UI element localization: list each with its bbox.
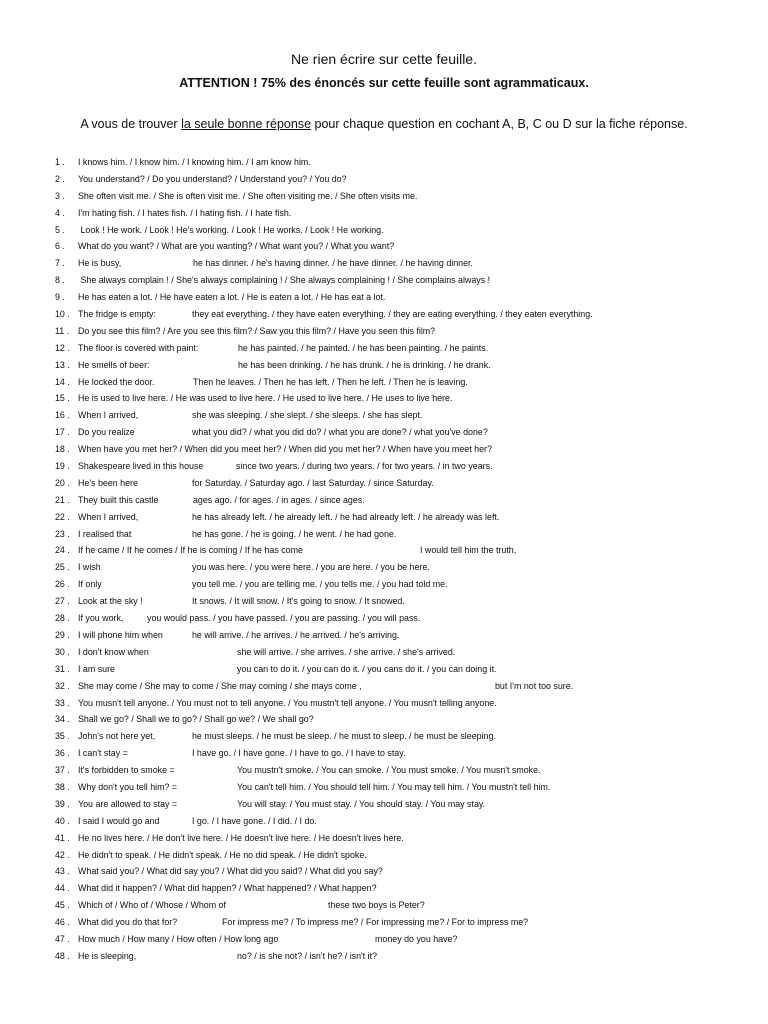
- question-item: [55, 746, 755, 763]
- question-item: [55, 543, 755, 560]
- question-prompt: What did you do that for?: [78, 917, 178, 928]
- question-item: [55, 476, 755, 493]
- question-prompt: He has eaten a lot. / He have eaten a lot. / He is eaten a lot. / He has eat a lot.: [78, 292, 386, 303]
- question-options: he has dinner. / he's having dinner. / he have dinner. / he having dinner.: [193, 258, 473, 269]
- question-item: [55, 662, 755, 679]
- question-item: [55, 273, 755, 290]
- question-options: they eat everything. / they have eaten everything. / they are eating everything. / they eaten everything.: [192, 309, 593, 320]
- question-item: [55, 864, 755, 881]
- question-number: 43 .: [55, 866, 70, 877]
- question-options: for Saturday. / Saturday ago. / last Saturday. / since Saturday.: [192, 477, 434, 488]
- question-number: 31 .: [55, 663, 70, 674]
- question-number: 19 .: [55, 461, 70, 472]
- question-prompt: She may come / She may to come / She may coming / she mays come ,: [78, 680, 362, 691]
- question-prompt: You musn't tell anyone. / You must not to tell anyone. / You mustn't tell anyone. / You musn't telling anyone.: [78, 697, 497, 708]
- question-item: [55, 763, 755, 780]
- question-prompt: I am sure: [78, 663, 115, 674]
- question-number: 34 .: [55, 714, 70, 725]
- question-item: [55, 932, 755, 949]
- question-number: 27 .: [55, 596, 70, 607]
- question-number: 5 .: [55, 224, 65, 235]
- question-item: [55, 223, 755, 240]
- question-prompt: What do you want? / What are you wanting? / What want you? / What you want?: [78, 241, 395, 252]
- question-number: 28 .: [55, 613, 70, 624]
- question-number: 12 .: [55, 342, 70, 353]
- question-prompt: Why don't you tell him? =: [78, 781, 178, 792]
- question-item: [55, 628, 755, 645]
- question-prompt: If only: [78, 579, 102, 590]
- question-prompt: What said you? / What did say you? / What did you said? / What did you say?: [78, 866, 383, 877]
- question-options: he will arrive. / he arrives. / he arrived. / he's arriving.: [192, 629, 400, 640]
- question-item: [55, 391, 755, 408]
- question-number: 37 .: [55, 765, 70, 776]
- question-number: 30 .: [55, 646, 70, 657]
- question-number: 39 .: [55, 798, 70, 809]
- question-item: [55, 324, 755, 341]
- question-number: 38 .: [55, 781, 70, 792]
- question-number: 25 .: [55, 562, 70, 573]
- question-item: [55, 780, 755, 797]
- question-options: I have go. / I have gone. / I have to go. / I have to stay.: [192, 748, 406, 759]
- question-options: these two boys is Peter?: [328, 900, 425, 911]
- question-prompt: Do you see this film? / Are you see this film? / Saw you this film? / Have you seen this film?: [78, 325, 436, 336]
- question-prompt: He no lives here. / He don't live here. / He doesn't live here. / He doesn't lives here.: [78, 832, 404, 843]
- question-options: You mustn't smoke. / You can smoke. / You must smoke. / You musn't smoke.: [237, 765, 541, 776]
- question-number: 10 .: [55, 309, 70, 320]
- question-prompt: Which of / Who of / Whose / Whom of: [78, 900, 226, 911]
- question-options: but I'm not too sure.: [495, 680, 574, 691]
- instructions-underlined: la seule bonne réponse: [181, 117, 312, 131]
- question-item: [55, 155, 755, 172]
- question-item: [55, 577, 755, 594]
- question-number: 21 .: [55, 494, 70, 505]
- question-prompt: He is sleeping,: [78, 950, 137, 961]
- question-item: [55, 797, 755, 814]
- warning-text: ATTENTION ! 75% des énoncés sur cette feuille sont agrammaticaux.: [179, 76, 589, 90]
- question-options: ages ago. / for ages. / in ages. / since ages.: [193, 494, 365, 505]
- question-prompt: Shakespeare lived in this house: [78, 461, 204, 472]
- question-number: 32 .: [55, 680, 70, 691]
- question-item: [55, 611, 755, 628]
- question-number: 9 .: [55, 292, 65, 303]
- question-prompt: You are allowed to stay =: [78, 798, 178, 809]
- question-options: you tell me. / you are telling me. / you tells me. / you had told me.: [192, 579, 448, 590]
- question-prompt: I knows him. / I know him. / I knowing him. / I am know him.: [78, 157, 311, 167]
- question-item: [55, 679, 755, 696]
- question-prompt: He smells of beer:: [78, 359, 150, 370]
- question-prompt: He is used to live here. / He was used to live here. / He used to live here. / He uses to live here.: [78, 393, 453, 404]
- question-number: 26 .: [55, 579, 70, 590]
- question-options: he has already left. / he already left. / he had already left. / he already was left.: [192, 511, 500, 522]
- question-options: since two years. / during two years. / for two years. / in two years.: [236, 461, 493, 472]
- question-number: 16 .: [55, 410, 70, 421]
- question-prompt: I will phone him when: [78, 629, 163, 640]
- question-item: [55, 527, 755, 544]
- question-number: 44 .: [55, 883, 70, 894]
- question-number: 18 .: [55, 444, 70, 455]
- question-item: [55, 206, 755, 223]
- question-item: [55, 459, 755, 476]
- question-prompt: He didn't to speak. / He didn't speak. / He no did speak. / He didn't spoke.: [78, 849, 367, 860]
- question-prompt: I realised that: [78, 528, 132, 539]
- question-prompt: I said I would go and: [78, 815, 160, 826]
- question-prompt: He is busy,: [78, 258, 122, 269]
- question-options: he has gone. / he is going. / he went. / he had gone.: [192, 528, 397, 539]
- question-number: 13 .: [55, 359, 70, 370]
- question-options: she was sleeping. / she slept. / she sleeps. / she has slept.: [192, 410, 423, 421]
- question-item: [55, 493, 755, 510]
- question-options: you would pass. / you have passed. / you are passing. / you will pass.: [147, 613, 421, 624]
- question-number: 11 .: [55, 325, 70, 336]
- question-number: 45 .: [55, 900, 70, 911]
- question-prompt: He locked the door.: [78, 376, 155, 387]
- question-item: [55, 375, 755, 392]
- instructions-text: [0, 117, 768, 131]
- question-number: 6 .: [55, 241, 65, 252]
- question-item: [55, 814, 755, 831]
- question-prompt: It's forbidden to smoke =: [78, 765, 175, 776]
- question-prompt: The floor is covered with paint:: [78, 342, 199, 353]
- question-prompt: When I arrived,: [78, 410, 139, 421]
- question-prompt: If you work,: [78, 613, 124, 624]
- question-options: You can't tell him. / You should tell him. / You may tell him. / You mustn't tell him.: [237, 781, 551, 792]
- question-item: [55, 256, 755, 273]
- question-options: what you did? / what you did do? / what you are done? / what you've done?: [192, 427, 488, 438]
- question-number: 14 .: [55, 376, 70, 387]
- question-number: 42 .: [55, 849, 70, 860]
- question-options: I would tell him the truth,: [420, 545, 517, 556]
- question-number: 41 .: [55, 832, 70, 843]
- question-prompt: Look ! He work. / Look ! He's working. / Look ! He works. / Look ! He working.: [78, 224, 384, 235]
- question-prompt: What did it happen? / What did happen? / What happened? / What happen?: [78, 883, 377, 894]
- question-prompt: If he came / If he comes / If he is coming / If he has come: [78, 545, 303, 556]
- question-options: Then he leaves. / Then he has left. / Then he left. / Then he is leaving.: [193, 376, 468, 387]
- question-item: [55, 645, 755, 662]
- question-item: [55, 358, 755, 375]
- question-number: 48 .: [55, 950, 70, 961]
- question-number: 47 .: [55, 933, 70, 944]
- question-prompt: When I arrived,: [78, 511, 139, 522]
- question-options: he has been drinking. / he has drunk. / he is drinking. / he drank.: [238, 359, 491, 370]
- question-number: 40 .: [55, 815, 70, 826]
- page-title: Ne rien écrire sur cette feuille.: [291, 51, 477, 67]
- question-item: [55, 915, 755, 932]
- question-item: [55, 729, 755, 746]
- question-list: [55, 155, 755, 966]
- question-number: 15 .: [55, 393, 70, 404]
- question-prompt: I can't stay =: [78, 748, 128, 759]
- question-number: 35 .: [55, 731, 70, 742]
- question-item: [55, 442, 755, 459]
- question-prompt: The fridge is empty:: [78, 309, 156, 320]
- question-number: 23 .: [55, 528, 70, 539]
- question-options: he has painted. / he painted. / he has been painting. / he paints.: [238, 342, 489, 353]
- question-number: 17 .: [55, 427, 70, 438]
- question-item: [55, 712, 755, 729]
- question-item: [55, 881, 755, 898]
- question-number: 24 .: [55, 545, 70, 556]
- question-number: 20 .: [55, 477, 70, 488]
- question-options: no? / is she not? / isn't he? / isn't it?: [237, 950, 378, 961]
- question-item: [55, 307, 755, 324]
- question-item: [55, 290, 755, 307]
- question-number: 36 .: [55, 748, 70, 759]
- question-number: 3 .: [55, 190, 65, 201]
- question-number: 7 .: [55, 258, 65, 269]
- question-prompt: When have you met her? / When did you meet her? / When did you met her? / When have you meet her?: [78, 444, 492, 455]
- question-item: [55, 831, 755, 848]
- question-options: For impress me? / To impress me? / For impressing me? / For to impress me?: [222, 917, 529, 928]
- question-item: [55, 949, 755, 966]
- question-number: 29 .: [55, 629, 70, 640]
- question-prompt: I wish: [78, 562, 101, 573]
- question-number: 46 .: [55, 917, 70, 928]
- question-prompt: Shall we go? / Shall we to go? / Shall go we? / We shall go?: [78, 714, 314, 725]
- question-number: 2 .: [55, 173, 65, 184]
- question-options: It snows. / It will snow. / It's going to snow. / It snowed.: [192, 596, 405, 607]
- question-item: [55, 510, 755, 527]
- question-options: You will stay. / You must stay. / You should stay. / You may stay.: [237, 798, 486, 809]
- question-item: [55, 848, 755, 865]
- question-prompt: He's been here: [78, 477, 138, 488]
- question-item: [55, 898, 755, 915]
- question-item: [55, 172, 755, 189]
- instructions-after: pour chaque question en cochant A, B, C ou D sur la fiche réponse.: [311, 117, 688, 131]
- question-prompt: I'm hating fish. / I hates fish. / I hating fish. / I hate fish.: [78, 207, 292, 218]
- question-prompt: Do you realize: [78, 427, 135, 438]
- question-options: you can to do it. / you can do it. / you cans do it. / you can doing it.: [237, 663, 497, 674]
- question-prompt: You understand? / Do you understand? / Understand you? / You do?: [78, 173, 347, 184]
- question-item: [55, 408, 755, 425]
- question-number: 22 .: [55, 511, 70, 522]
- question-number: 33 .: [55, 697, 70, 708]
- question-item: [55, 594, 755, 611]
- question-options: he must sleeps. / he must be sleep. / he must to sleep. / he must be sleeping.: [192, 731, 496, 742]
- question-item: [55, 341, 755, 358]
- question-item: [55, 189, 755, 206]
- question-prompt: John's not here yet,: [78, 731, 156, 742]
- question-prompt: She often visit me. / She is often visit me. / She often visiting me. / She often visits me.: [78, 190, 418, 201]
- question-options: she will arrive. / she arrives. / she arrive. / she's arrived.: [237, 646, 456, 657]
- question-prompt: They built this castle: [78, 494, 159, 505]
- question-item: [55, 425, 755, 442]
- question-item: [55, 696, 755, 713]
- question-options: I go. / I have gone. / I did. / I do.: [192, 815, 317, 826]
- question-number: 4 .: [55, 207, 65, 218]
- instructions-before: A vous de trouver: [80, 117, 182, 131]
- question-options: money do you have?: [375, 933, 458, 944]
- question-number: 1 .: [55, 157, 65, 167]
- question-prompt: How much / How many / How often / How long ago: [78, 933, 279, 944]
- question-item: [55, 560, 755, 577]
- question-prompt: Look at the sky !: [78, 596, 143, 607]
- question-options: you was here. / you were here. / you are here. / you be here.: [192, 562, 430, 573]
- question-prompt: I don't know when: [78, 646, 149, 657]
- question-prompt: She always complain ! / She's always complaining ! / She always complaining ! / She complains always !: [78, 275, 491, 286]
- question-item: [55, 239, 755, 256]
- question-number: 8 .: [55, 275, 65, 286]
